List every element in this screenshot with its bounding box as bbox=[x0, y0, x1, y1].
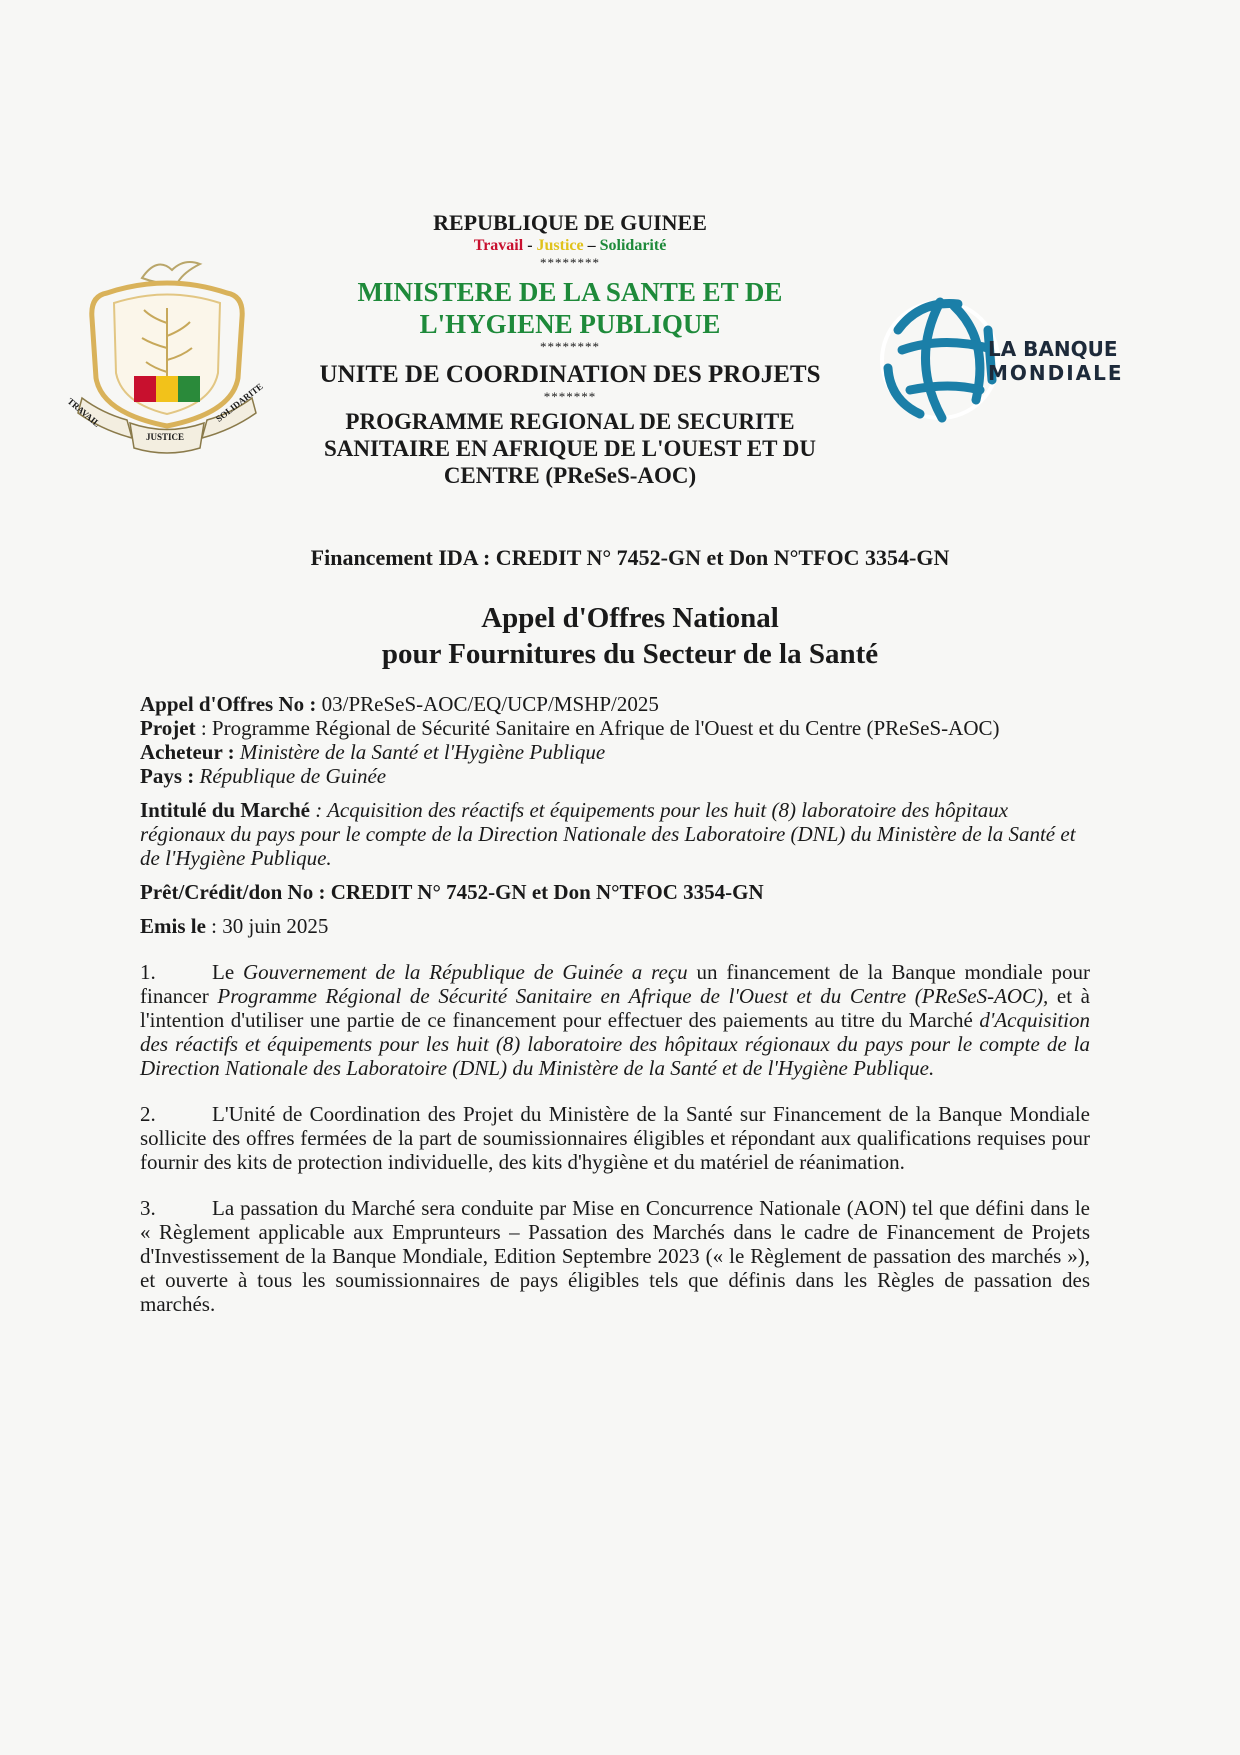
paragraph-text: d'Acquisition des réactifs et équipements pour les huit (8) laboratoire des hôpitaux régionaux du pays pour le compte de la Direction Nationale des Laboratoire (DNL) du Ministère de la Santé et de l'Hygiène Publique. bbox=[140, 1008, 1090, 1080]
field-label: Projet bbox=[140, 716, 196, 740]
field-label: Prêt/Crédit/don No bbox=[140, 880, 314, 904]
paragraph-text: Le bbox=[212, 960, 243, 984]
paragraph-text: Programme Régional de Sécurité Sanitaire en Afrique de l'Ouest et du Centre (PReSeS-AOC), bbox=[217, 984, 1049, 1008]
document-header bbox=[280, 210, 860, 489]
field-projet bbox=[140, 716, 1090, 740]
field-pret bbox=[140, 880, 1090, 904]
title-line-2: pour Fournitures du Secteur de la Santé bbox=[381, 638, 879, 670]
motto-solidarite: Solidarité bbox=[599, 237, 667, 254]
paragraph-2 bbox=[140, 1102, 1090, 1174]
field-appel-offres bbox=[140, 692, 1090, 716]
field-intitule bbox=[140, 798, 1090, 870]
paragraph-text: et à l'intention d'utiliser une partie de ce financement pour effectuer des paiements au titre du Marché bbox=[140, 984, 1090, 1032]
field-acheteur bbox=[140, 740, 1090, 764]
world-bank-line-1: LA BANQUE bbox=[988, 337, 1118, 361]
field-value: République de Guinée bbox=[194, 764, 387, 788]
motto-travail: Travail bbox=[473, 237, 524, 254]
document-body bbox=[140, 692, 1090, 1337]
financing-line: Financement IDA : CREDIT N° 7452-GN et Don N°TFOC 3354-GN bbox=[310, 545, 950, 570]
field-value: Ministère de la Santé et l'Hygiène Publique bbox=[234, 740, 606, 764]
program-name bbox=[280, 408, 860, 489]
paragraph-number: 3. bbox=[140, 1196, 156, 1220]
paragraph-text: L'Unité de Coordination des Projet du Ministère de la Santé sur Financement de la Banque Mondiale sollicite des offres fermées de la part de soumissionnaires éligibles et répondant aux qualifications requises pour fournir des kits de protection individuelle, des kits d'hygiène et du matériel de réanimation. bbox=[140, 1102, 1090, 1174]
motto-justice: Justice bbox=[536, 237, 584, 254]
field-label: Intitulé du Marché bbox=[140, 798, 310, 822]
paragraph-text: Gouvernement de la République de Guinée a reçu bbox=[242, 960, 688, 984]
paragraph-1 bbox=[140, 960, 1090, 1080]
world-bank-wordmark bbox=[988, 337, 1124, 385]
document-title bbox=[260, 600, 1000, 672]
coat-label-right: SOLIDARITE bbox=[214, 381, 265, 424]
ministry-line-2: L'HYGIENE PUBLIQUE bbox=[419, 309, 721, 339]
title-line-1: Appel d'Offres National bbox=[481, 602, 779, 634]
coat-label-left: TRAVAIL bbox=[65, 396, 103, 429]
ministry-name bbox=[280, 276, 860, 340]
paragraph-number: 2. bbox=[140, 1102, 156, 1126]
field-label: Pays : bbox=[140, 764, 195, 788]
stars-divider: ******* bbox=[543, 389, 597, 404]
motto-separator: - bbox=[523, 237, 537, 254]
field-value: : Acquisition des réactifs et équipements pour les huit (8) laboratoire des hôpitaux régionaux du pays pour le compte de la Direction Nationale des Laboratoire (DNL) du Ministère de la Santé et de l'Hygiène Publique. bbox=[140, 798, 1076, 870]
field-value: : Programme Régional de Sécurité Sanitaire en Afrique de l'Ouest et du Centre (PReSeS-AOC) bbox=[195, 716, 1000, 740]
ministry-line-1: MINISTERE DE LA SANTE ET DE bbox=[357, 277, 783, 307]
field-value: 03/PReSeS-AOC/EQ/UCP/MSHP/2025 bbox=[316, 692, 659, 716]
national-motto bbox=[280, 236, 860, 256]
coat-label-center: JUSTICE bbox=[146, 432, 185, 442]
unit-name: UNITE DE COORDINATION DES PROJETS bbox=[319, 361, 821, 388]
program-line-1: PROGRAMME REGIONAL DE SECURITE bbox=[345, 409, 795, 434]
field-value: : CREDIT N° 7452-GN et Don N°TFOC 3354-GN bbox=[313, 880, 764, 904]
field-label: Emis le bbox=[140, 914, 206, 938]
world-bank-line-2: MONDIALE bbox=[988, 361, 1124, 385]
program-line-3: CENTRE (PReSeS-AOC) bbox=[443, 463, 697, 488]
paragraph-text: un financement de la Banque mondiale pour financer bbox=[140, 960, 1090, 1008]
stars-divider: ******** bbox=[540, 255, 600, 270]
guinea-coat-of-arms-icon bbox=[72, 248, 262, 460]
motto-separator: – bbox=[583, 237, 600, 254]
stars-divider: ******** bbox=[540, 339, 600, 354]
paragraph-3 bbox=[140, 1196, 1090, 1316]
field-pays bbox=[140, 764, 1090, 788]
field-emis bbox=[140, 914, 1090, 938]
field-label: Appel d'Offres No : bbox=[140, 692, 317, 716]
program-line-2: SANITAIRE EN AFRIQUE DE L'OUEST ET DU bbox=[323, 436, 817, 461]
paragraph-text: La passation du Marché sera conduite par Mise en Concurrence Nationale (AON) tel que défini dans le « Règlement applicable aux Emprunteurs – Passation des Marchés dans le cadre de Financement de Projets d'Investissement de la Banque Mondiale, Edition Septembre 2023 (« le Règlement de passation des marchés »), et ouverte à tous les soumissionnaires de pays éligibles tels que définis dans les Règles de passation des marchés. bbox=[140, 1196, 1090, 1316]
paragraph-number: 1. bbox=[140, 960, 156, 984]
field-value: : 30 juin 2025 bbox=[205, 914, 329, 938]
republic-title: REPUBLIQUE DE GUINEE bbox=[433, 210, 707, 235]
field-label: Acheteur : bbox=[140, 740, 235, 764]
